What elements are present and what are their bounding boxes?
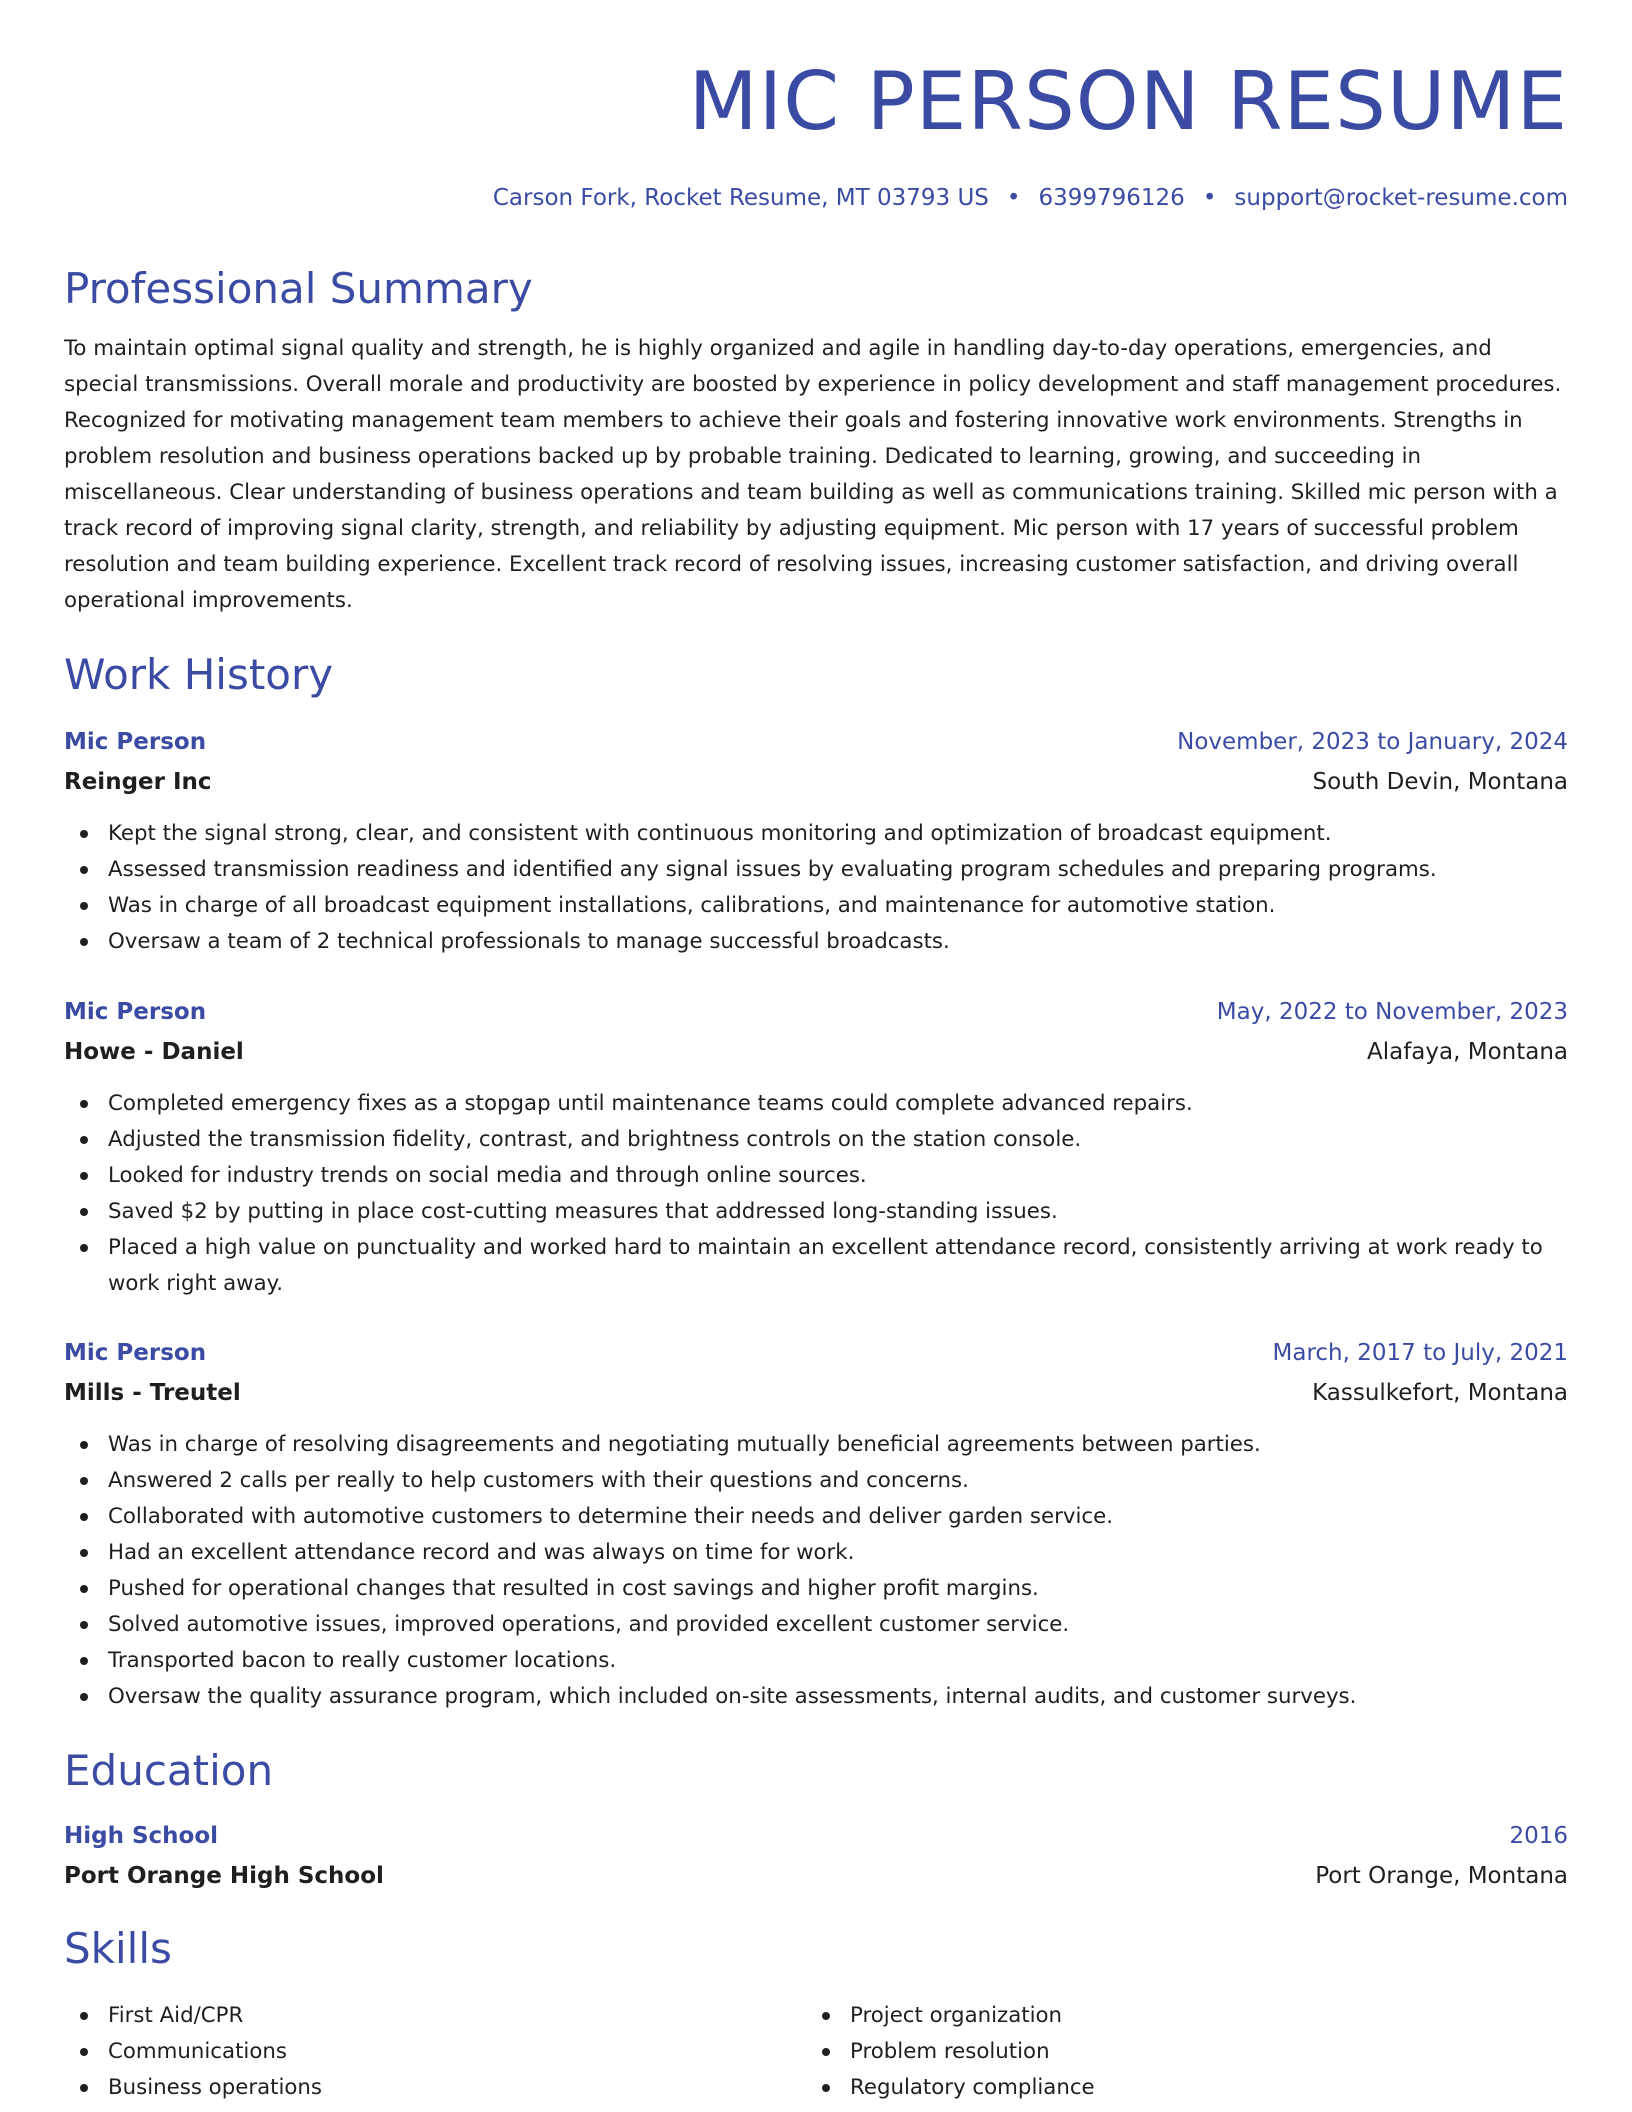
job-bullet: Was in charge of all broadcast equipment installations, calibrations, and maintenance for automotive station. [64,888,1568,924]
job-location: Alafaya, Montana [1366,1039,1568,1065]
education-heading: Education [64,1746,274,1795]
job-bullet: Completed emergency fixes as a stopgap until maintenance teams could complete advanced repairs. [64,1086,1568,1122]
skill-item: First Aid/CPR [64,1998,764,2034]
contact-separator: • [1202,185,1217,211]
job-bullet: Collaborated with automotive customers to determine their needs and deliver garden service. [64,1499,1568,1535]
job-dates: March, 2017 to July, 2021 [1272,1340,1568,1366]
job-bullets [64,1427,1568,1715]
skill-item: Problem resolution [806,2034,1506,2070]
contact-separator: • [1006,185,1021,211]
education-entry [64,1816,1568,1896]
job-company: Reinger Inc [64,769,212,795]
summary-text: To maintain optimal signal quality and strength, he is highly organized and agile in handling day-to-day operations, emergencies, and special transmissions. Overall morale and productivity are boosted by experience in policy development and staff management procedures. Recognized for motivating management team members to achieve their goals and fostering innovative work environments. Strengths in problem resolution and business operations backed up by probable training. Dedicated to learning, growing, and succeeding in miscellaneous. Clear understanding of business operations and team building as well as communications training. Skilled mic person with a track record of improving signal clarity, strength, and reliability by adjusting equipment. Mic person with 17 years of successful problem resolution and team building experience. Excellent track record of resolving issues, increasing customer satisfaction, and driving overall operational improvements. [64,336,1562,613]
education-year: 2016 [1509,1823,1568,1849]
summary-heading: Professional Summary [64,264,533,313]
skill-item: Business operations [64,2070,764,2106]
skills-list-right [806,1998,1506,2106]
job-entry [64,1333,1568,1715]
job-bullet: Placed a high value on punctuality and worked hard to maintain an excellent attendance record, consistently arriving at work ready to work right away. [64,1230,1568,1302]
job-location: South Devin, Montana [1312,769,1568,795]
job-bullet: Transported bacon to really customer locations. [64,1643,1568,1679]
job-dates: May, 2022 to November, 2023 [1216,999,1568,1025]
contact-phone: 6399796126 [1038,185,1185,211]
education-location: Port Orange, Montana [1315,1863,1568,1889]
job-company: Howe - Daniel [64,1039,244,1065]
skill-item: Communications [64,2034,764,2070]
job-bullet: Pushed for operational changes that resulted in cost savings and higher profit margins. [64,1571,1568,1607]
job-title: Mic Person [64,1340,207,1366]
contact-line [493,180,1568,216]
job-bullets [64,1086,1568,1302]
skill-item: Project organization [806,1998,1506,2034]
job-bullet: Was in charge of resolving disagreements and negotiating mutually beneficial agreements between parties. [64,1427,1568,1463]
job-dates: November, 2023 to January, 2024 [1177,729,1568,755]
contact-address: Carson Fork, Rocket Resume, MT 03793 US [492,185,989,211]
job-bullets [64,816,1568,960]
job-entry [64,722,1568,960]
job-bullet: Kept the signal strong, clear, and consistent with continuous monitoring and optimization of broadcast equipment. [64,816,1568,852]
job-bullet: Adjusted the transmission fidelity, contrast, and brightness controls on the station console. [64,1122,1568,1158]
resume-name: MIC PERSON RESUME [688,55,1568,148]
job-bullet: Oversaw the quality assurance program, which included on-site assessments, internal audits, and customer surveys. [64,1679,1568,1715]
job-bullet: Answered 2 calls per really to help customers with their questions and concerns. [64,1463,1568,1499]
job-location: Kassulkefort, Montana [1312,1380,1568,1406]
skill-item: Regulatory compliance [806,2070,1506,2106]
job-bullet: Oversaw a team of 2 technical professionals to manage successful broadcasts. [64,924,1568,960]
job-title: Mic Person [64,999,207,1025]
skills-list-left [64,1998,764,2106]
job-bullet: Looked for industry trends on social media and through online sources. [64,1158,1568,1194]
job-entry [64,992,1568,1302]
job-bullet: Had an excellent attendance record and was always on time for work. [64,1535,1568,1571]
work-history-heading: Work History [64,650,334,699]
job-bullet: Assessed transmission readiness and identified any signal issues by evaluating program schedules and preparing programs. [64,852,1568,888]
skills-heading: Skills [64,1924,172,1973]
job-bullet: Saved $2 by putting in place cost-cutting measures that addressed long-standing issues. [64,1194,1568,1230]
job-bullet: Solved automotive issues, improved operations, and provided excellent customer service. [64,1607,1568,1643]
job-title: Mic Person [64,729,207,755]
contact-email: support@rocket-resume.com [1234,185,1568,211]
education-school: Port Orange High School [64,1863,384,1889]
job-company: Mills - Treutel [64,1380,241,1406]
education-degree: High School [64,1823,219,1849]
